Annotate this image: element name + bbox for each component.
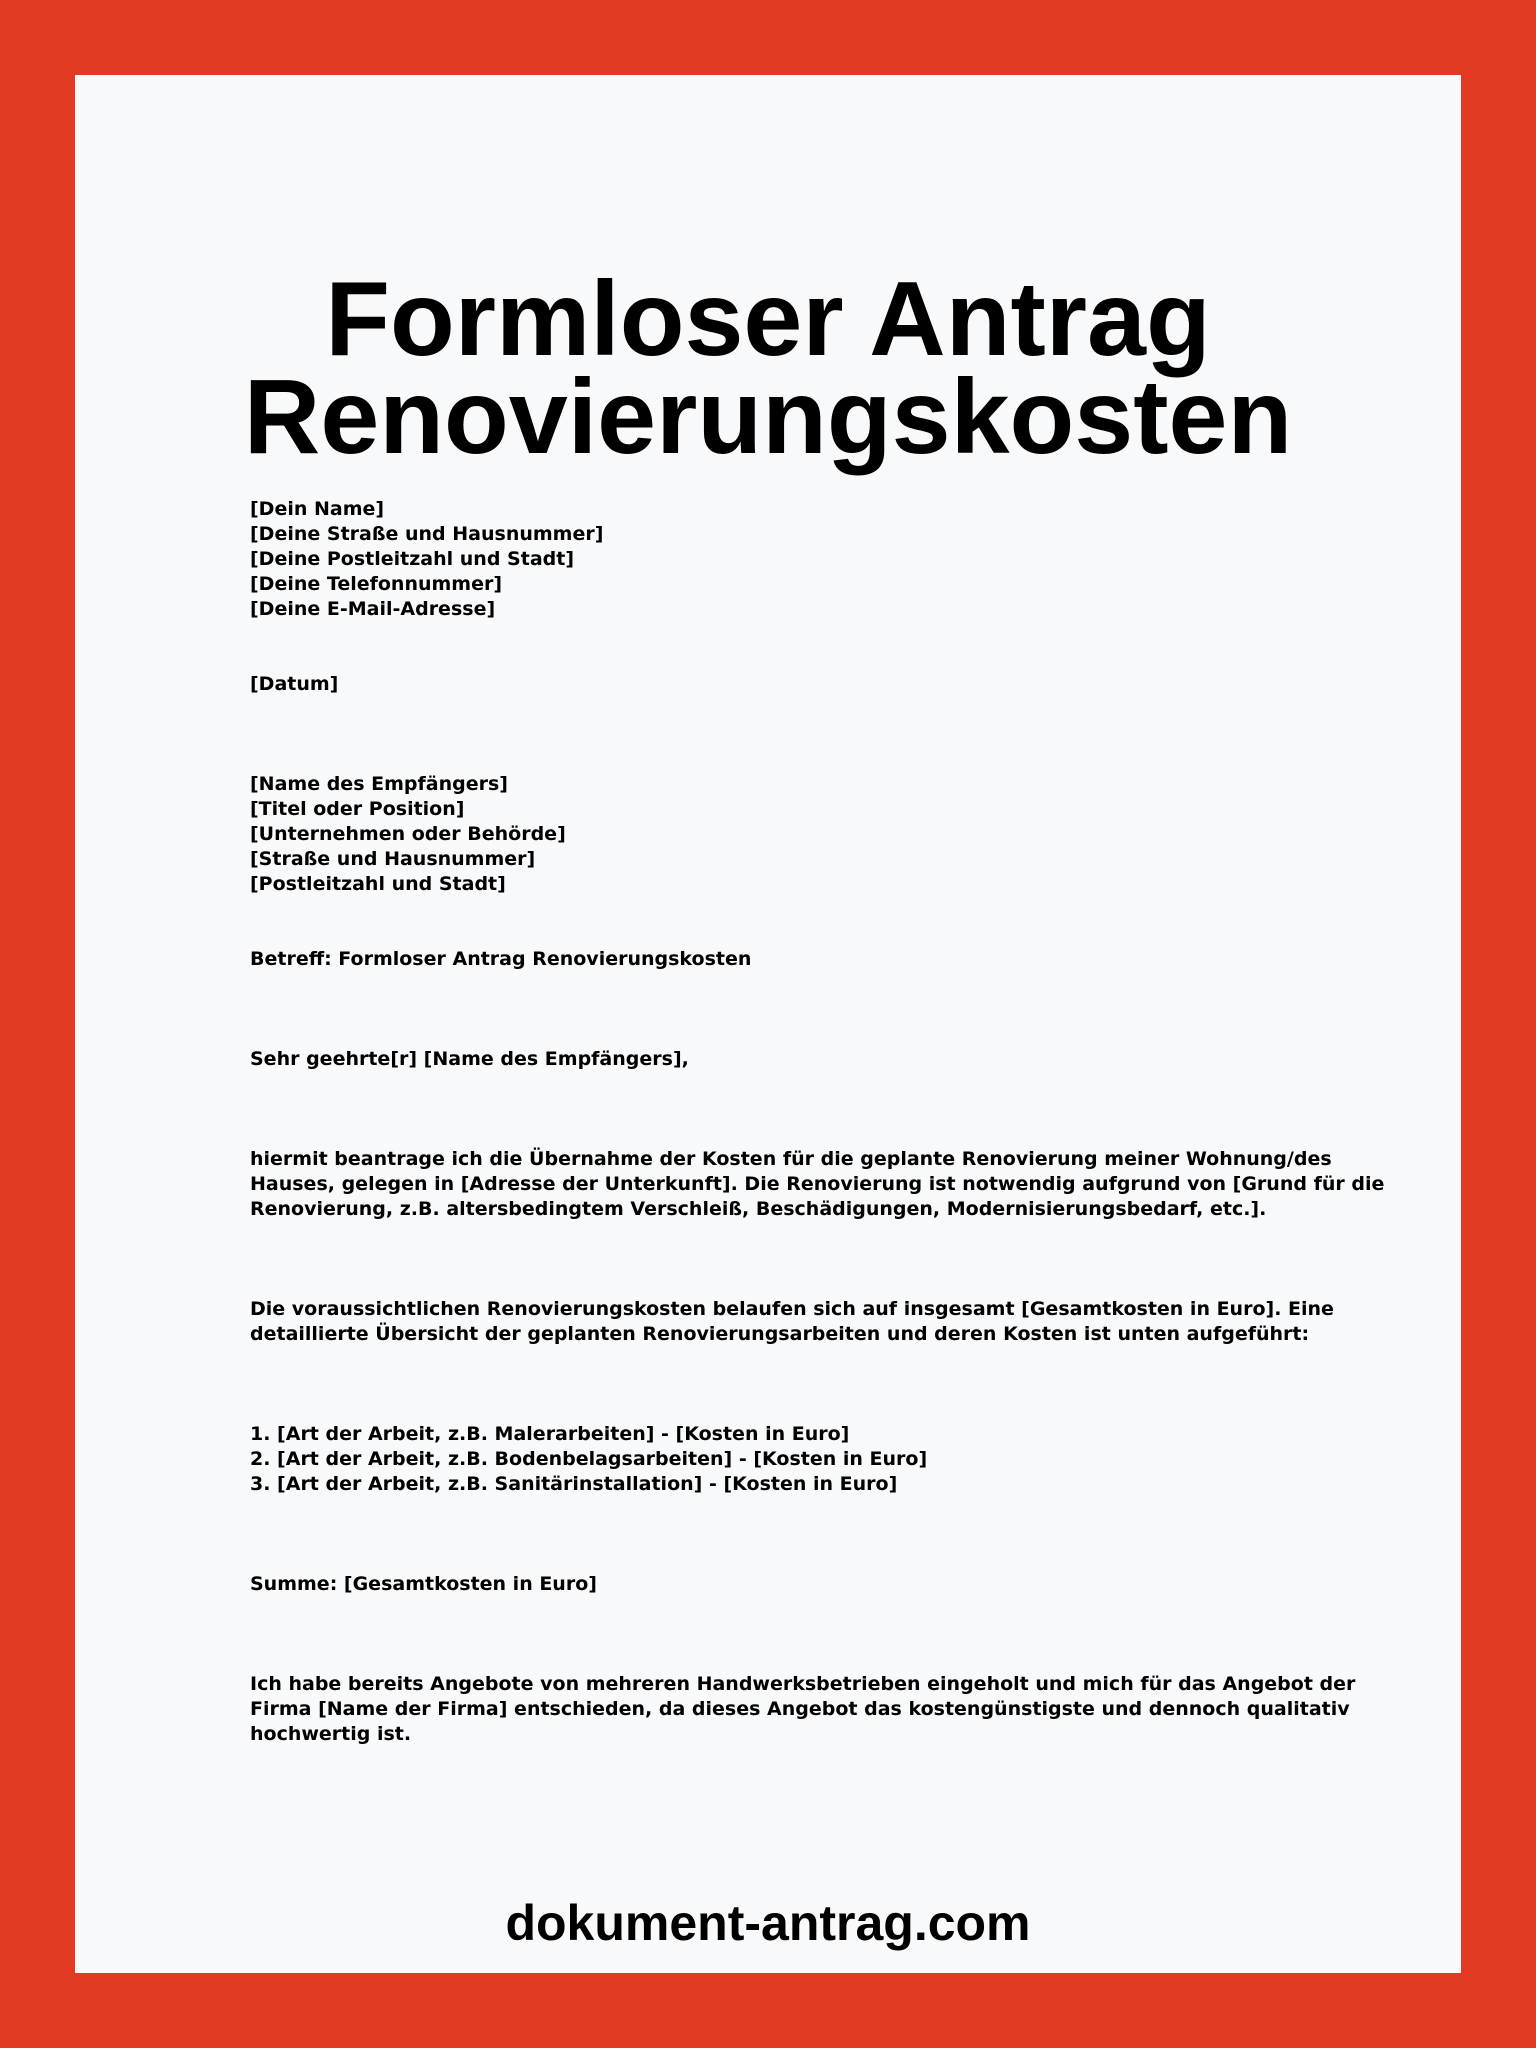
footer-website: dokument-antrag.com [505,1895,1031,1951]
paragraph-line: Die voraussichtlichen Renovierungskosten belaufen sich auf insgesamt [Gesamtkosten in Euro]. Eine [250,1298,1334,1320]
cost-list [250,1422,1290,1497]
sender-address [250,497,1290,622]
sender-phone: [Deine Telefonnummer] [250,573,503,595]
title-line: Formloser Antrag [325,260,1211,378]
recipient-name: [Name des Empfängers] [250,773,508,795]
document-page [75,75,1461,1973]
list-item: 3. [Art der Arbeit, z.B. Sanitärinstallation] - [Kosten in Euro] [250,1473,898,1495]
sender-street: [Deine Straße und Hausnummer] [250,523,604,545]
paragraph-offers [250,1672,1356,1747]
subject-text: Betreff: Formloser Antrag Renovierungskosten [250,948,752,970]
subject-line [250,947,1290,972]
paragraph-costs [250,1297,1334,1347]
list-item: 2. [Art der Arbeit, z.B. Bodenbelagsarbeiten] - [Kosten in Euro] [250,1448,928,1470]
paragraph-line: detaillierte Übersicht der geplanten Renovierungsarbeiten und deren Kosten ist unten aufgeführt: [250,1323,1310,1345]
paragraph-request [250,1147,1385,1222]
paragraph-line: hiermit beantrage ich die Übernahme der Kosten für die geplante Renovierung meiner Wohnung/des [250,1148,1332,1170]
paragraph-line: Ich habe bereits Angebote von mehreren Handwerksbetrieben eingeholt und mich für das Angebot der [250,1673,1356,1695]
salutation [250,1047,1290,1072]
date-text: [Datum] [250,673,339,695]
list-item: 1. [Art der Arbeit, z.B. Malerarbeiten] - [Kosten in Euro] [250,1423,850,1445]
paragraph-line: hochwertig ist. [250,1723,412,1745]
title-line: Renovierungskosten [243,358,1293,476]
salutation-text: Sehr geehrte[r] [Name des Empfängers], [250,1048,689,1070]
sender-name: [Dein Name] [250,498,385,520]
letter-date [250,672,1290,697]
recipient-street: [Straße und Hausnummer] [250,848,536,870]
paragraph-line: Firma [Name der Firma] entschieden, da dieses Angebot das kostengünstigste und dennoch qualitativ [250,1698,1350,1720]
recipient-city: [Postleitzahl und Stadt] [250,873,506,895]
sender-city: [Deine Postleitzahl und Stadt] [250,548,575,570]
recipient-organization: [Unternehmen oder Behörde] [250,823,566,845]
cost-sum [250,1572,1290,1597]
recipient-address [250,772,1290,897]
paragraph-line: Hauses, gelegen in [Adresse der Unterkunft]. Die Renovierung ist notwendig aufgrund von [Grund für die [250,1173,1385,1195]
sender-email: [Deine E-Mail-Adresse] [250,598,496,620]
document-title [75,260,1461,476]
paragraph-line: Renovierung, z.B. altersbedingtem Verschleiß, Beschädigungen, Modernisierungsbedarf, etc.]. [250,1198,1267,1220]
sum-text: Summe: [Gesamtkosten in Euro] [250,1573,597,1595]
recipient-title: [Titel oder Position] [250,798,465,820]
